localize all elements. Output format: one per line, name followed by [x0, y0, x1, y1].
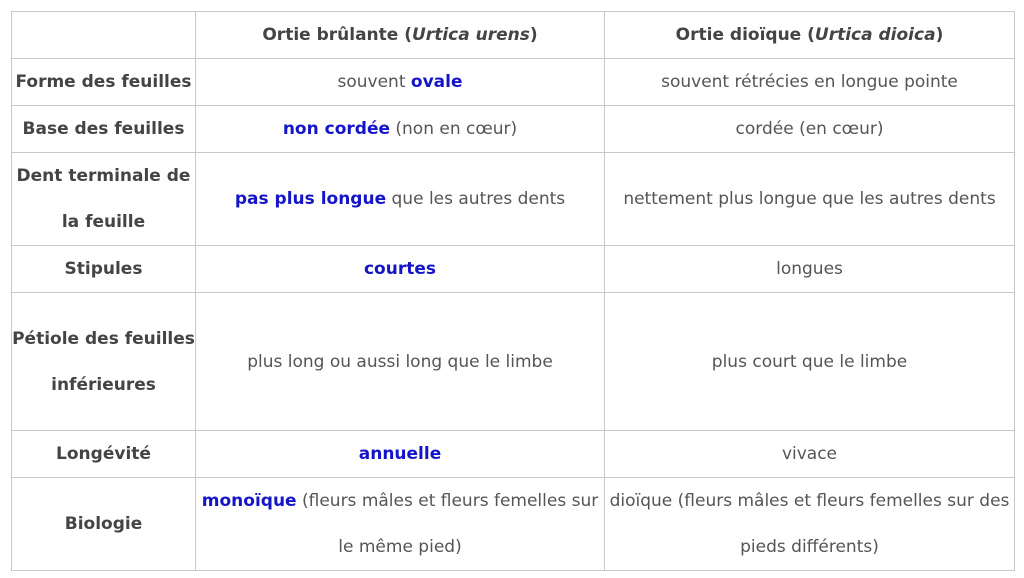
urens-text-after: que les autres dents [386, 189, 566, 209]
table-row [12, 153, 1015, 246]
row-label: Biologie [12, 478, 196, 571]
header-empty-cell [12, 12, 196, 59]
urens-highlight: pas plus longue [234, 189, 387, 209]
urens-highlight: non cordée [282, 119, 390, 139]
urens-text-after: (non en cœur) [390, 119, 518, 139]
urens-cell [196, 246, 605, 293]
row-label: Base des feuilles [12, 106, 196, 153]
urens-cell [196, 431, 605, 478]
dioica-cell: longues [605, 246, 1015, 293]
urens-highlight: courtes [363, 259, 437, 279]
dioica-cell: souvent rétrécies en longue pointe [605, 59, 1015, 106]
urens-cell [196, 153, 605, 246]
row-label: Longévité [12, 431, 196, 478]
dioica-cell: vivace [605, 431, 1015, 478]
table-row [12, 431, 1015, 478]
table-row [12, 246, 1015, 293]
header-urtica-urens [196, 12, 605, 59]
row-label: Pétiole des feuilles inférieures [12, 293, 196, 431]
table-row [12, 106, 1015, 153]
nettle-comparison-table [11, 11, 1015, 571]
urens-text: souvent [337, 72, 411, 92]
header-urens-latin: Urtica urens [412, 25, 530, 45]
dioica-cell: cordée (en cœur) [605, 106, 1015, 153]
urens-highlight: ovale [410, 72, 463, 92]
header-dioica-latin: Urtica dioica [814, 25, 936, 45]
urens-highlight: monoïque [201, 491, 297, 511]
header-urens-close: ) [529, 25, 538, 45]
urens-text: plus long ou aussi long que le limbe [247, 351, 553, 372]
table-header-row [12, 12, 1015, 59]
header-urtica-dioica [605, 12, 1015, 59]
urens-highlight: annuelle [358, 444, 442, 464]
row-label: Forme des feuilles [12, 59, 196, 106]
table-row [12, 293, 1015, 431]
row-label: Dent terminale de la feuille [12, 153, 196, 246]
header-urens-name: Ortie brûlante ( [262, 25, 412, 45]
row-label: Stipules [12, 246, 196, 293]
urens-cell [196, 59, 605, 106]
table-row [12, 59, 1015, 106]
dioica-cell: plus court que le limbe [605, 293, 1015, 431]
comparison-table-container [11, 11, 1014, 571]
urens-text-after: (fleurs mâles et fleurs femelles sur le même pied) [296, 491, 599, 557]
urens-cell [196, 293, 605, 431]
dioica-cell: dioïque (fleurs mâles et fleurs femelles sur des pieds différents) [605, 478, 1015, 571]
dioica-cell: nettement plus longue que les autres dents [605, 153, 1015, 246]
header-dioica-name: Ortie dioïque ( [675, 25, 815, 45]
header-dioica-close: ) [935, 25, 944, 45]
urens-cell [196, 106, 605, 153]
urens-cell [196, 478, 605, 571]
table-row [12, 478, 1015, 571]
